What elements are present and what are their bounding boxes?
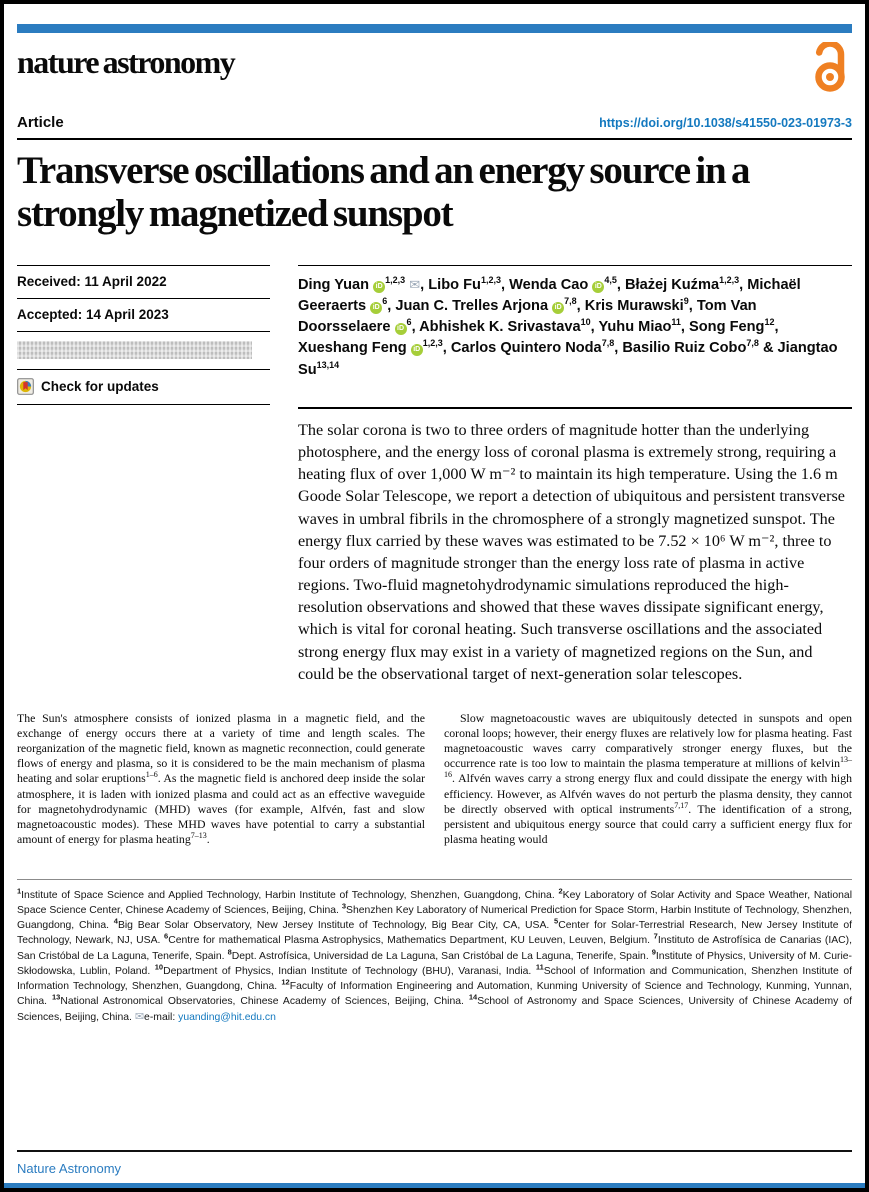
author-name: Wenda Cao iD$^{4,5}$ [509,275,617,293]
author-name: Carlos Quintero Noda$^{7,8}$ [450,338,615,357]
corresponding-email-icon[interactable]: ✉ [409,277,421,292]
author-name: Song Feng$^{12}$ [689,317,775,336]
orcid-icon[interactable]: iD [552,302,564,314]
body-text [17,711,852,847]
article-title: Transverse oscillations and an energy source in a strongly magnetized sunspot [17,149,750,235]
orcid-icon[interactable]: iD [370,302,382,314]
author-name: Xueshang Feng iD$^{1,2,3}$ [298,338,443,357]
article-header-row [17,114,852,131]
orcid-icon[interactable]: iD [592,281,604,293]
open-access-icon [810,42,850,92]
author-name: Libo Fu$^{1,2,3}$ [428,275,501,293]
author-name: Basilio Ruiz Cobo$^{7,8}$ [622,338,759,357]
dates-sidebar [17,265,270,405]
author-name: Kris Murawski$^9$ [584,296,689,315]
journal-logo: nature astronomy [17,44,235,80]
author-name: Juan C. Trelles Arjona iD$^{7,8}$ [395,296,577,315]
redacted-published-date [17,341,252,359]
meta-section [17,265,852,685]
authors-abstract-column [298,265,852,685]
accepted-date: Accepted: 14 April 2023 [17,298,270,331]
author-name: Błażej Kuźma$^{1,2,3}$ [624,275,740,293]
header-rule [17,138,852,140]
check-for-updates-badge[interactable] [17,369,270,404]
body-paragraph: Slow magnetoacoustic waves are ubiquitously detected in sunspots and open coronal loops; however, their energy fluxes are relatively low for plasma heating. Fast magnetoacoustic waves carry comparatively stronger energy fluxes, but the occurrence rate is too low to maintain the plasma temperature at millions of kelvin$^{13-16}$. Alfvén waves carry a strong energy flux and could dissipate the energy with high efficiency. However, as Alfvén waves do not perturb the plasma density, they cannot be directly observed with optical instruments$^{7,17}$. The identification of a strong, persistent and ubiquitous energy source that could carry a sufficient energy flux for plasma heating would [444,711,852,846]
orcid-icon[interactable]: iD [411,344,423,356]
author-name: Michaël Geeraerts $iD^6$ [298,277,801,315]
author-name: Yuhu Miao$^{11}$ [598,317,681,336]
masthead-top-bar [17,24,852,33]
body-column-right [444,711,852,847]
email-link[interactable]: yuanding@hit.edu.cn [178,1012,276,1024]
published-date-row [17,331,270,369]
body-column-left [17,711,425,847]
body-paragraph: The Sun's atmosphere consists of ionized plasma in a magnetic field, and the exchange of energy occurs there at a variety of time and length scales. The reorganization of the magnetic field, known as magnetic reconnection, could generate flows of energy and plasma, so it is considered to be the main mechanism of plasma heating and solar eruptions$^{1-6}$. As the magnetic field is anchored deep inside the solar atmosphere, it is laden with ionized plasma and could act as an effective waveguide for magnetohydrodynamic (MHD) waves (for example, Alfvén, fast and slow magnetoacoustic modes). These MHD waves have potential to carry a substantial amount of energy for plasma heating$^{7-13}$. [17,711,425,846]
affiliations-footnote: $^1$Institute of Space Science and Applied Technology, Harbin Institute of Technology, Shenzhen, Guangdong, China. $^2$Key Laboratory of Solar Activity and Space Weather, National Space Science Center, Chinese Academy of Sciences, Beijing, China. $^3$Shenzhen Key Laboratory of Numerical Prediction for Space Storm, Harbin Institute of Technology, Shenzhen, Guangdong, China. $^4$Big Bear Solar Observatory, New Jersey Institute of Technology, Big Bear City, CA, USA. $^5$Center for Solar-Terrestrial Research, New Jersey Institute of Technology, Newark, NJ, USA. $^6$Centre for mathematical Plasma Astrophysics, Mathematics Department, KU Leuven, Leuven, Belgium. $^7$Instituto de Astrofísica de Canarias (IAC), San Cristóbal de La Laguna, Tenerife, Spain. $^8$Dept. Astrofísica, Universidad de La Laguna, San Cristóbal de La Laguna, Tenerife, Spain. $^9$Institute of Physics, University of M. Curie-Skłodowska, Lublin, Poland. $^{10}$Department of Physics, Indian Institute of Technology (BHU), Varanasi, India. $^{11}$School of Information and Communication, Shenzhen Institute of Information Technology, Shenzhen, Guangdong, China. $^{12}$Faculty of Information Engineering and Automation, Kunming University of Science and Technology, Kunming, Yunnan, China. $^{13}$National Astronomical Observatories, Chinese Academy of Sciences, Beijing, China. $^{14}$School of Astronomy and Space Sciences, University of Chinese Academy of Sciences, Beijing, China. ✉e-mail: yuanding@hit.edu.cn [17,886,853,1024]
envelope-icon: ✉ [134,1011,145,1024]
received-date: Received: 11 April 2022 [17,265,270,298]
abstract-text: The solar corona is two to three orders of magnitude hotter than the underlying photosphere, and the energy loss of coronal plasma is extremely strong, requiring a heating flux of over 1,000 W m⁻² to maintain its high temperature. Using the 1.6 m Goode Solar Telescope, we report a detection of ubiquitous and persistent transverse waves in umbral fibrils in the chromosphere of a strongly magnetized sunspot. The energy flux carried by these waves was estimated to be 7.52 × 10⁶ W m⁻², three to four orders of magnitude stronger than the energy loss rate of plasma in active regions. Two-fluid magnetohydrodynamic simulations reproduced the high-resolution observations and showed that these waves dissipate significant energy, which is vital for coronal heating. Such transverse oscillations and the associated strong energy flux may exist in a variety of magnetized regions on the Sun, and could be the observational target of next-generation solar telescopes. [298,420,845,683]
masthead [17,42,852,106]
footer-journal-name: Nature Astronomy [17,1161,122,1176]
page-footer [17,1150,852,1176]
author-name: Ding Yuan iD$^{1,2,3}$ ✉ [298,275,421,293]
orcid-icon[interactable]: iD [395,323,407,335]
author-name: Abhishek K. Srivastava$^{10}$ [419,317,591,336]
bottom-blue-bar [4,1183,865,1188]
crossmark-icon [17,378,34,395]
article-type-label: Article [17,114,64,131]
author-list: Ding Yuan iD$^{1,2,3}$ ✉, Libo Fu$^{1,2,3}$, Wenda Cao iD$^{4,5}$, Błażej Kuźma$^{1,2,3}$, Michaël Geeraerts $iD^6$, Juan C. Trelles Arjona iD$^{7,8}$, Kris Murawski$^9$, Tom Van Doorsselaere $iD^6$, Abhishek K. Srivastava$^{10}$, Yuhu Miao$^{11}$, Song Feng$^{12}$, Xueshang Feng iD$^{1,2,3}$, Carlos Quintero Noda$^{7,8}$, Basilio Ruiz Cobo$^{7,8}$ & Jiangtao Su$^{13,14}$ [298,265,852,381]
check-for-updates-label: Check for updates [41,379,159,394]
author-name: Tom Van Doorsselaere $iD^6$ [298,298,757,336]
doi-link[interactable]: https://doi.org/10.1038/s41550-023-01973-3 [599,116,852,130]
author-name: & Jiangtao Su$^{13,14}$ [298,340,838,378]
orcid-icon[interactable]: iD [373,281,385,293]
